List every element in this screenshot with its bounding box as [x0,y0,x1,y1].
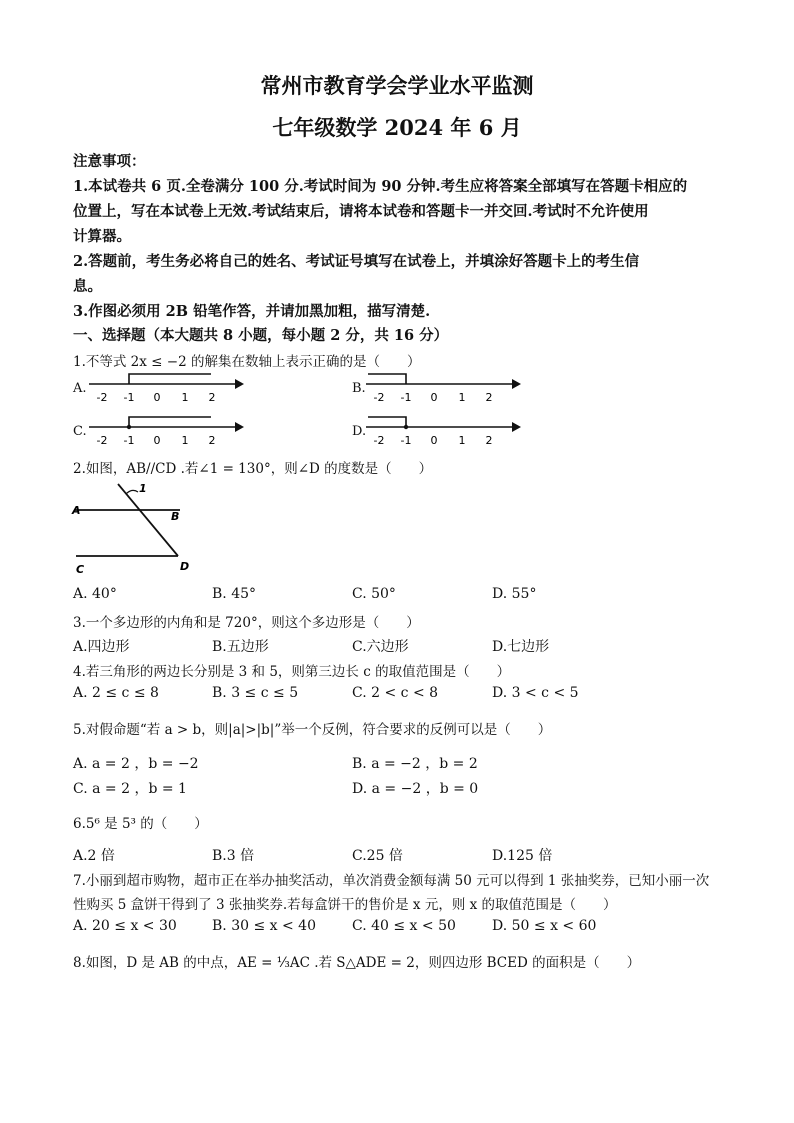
tick-label: 2 [485,434,493,447]
q1-option-a-label: A. [73,381,87,396]
q2-option-c: C. 50° [352,586,396,602]
tick-label: 1 [181,434,189,447]
q1-option-c-number-line [85,413,245,449]
q5-stem: 5.对假命题“若 a > b，则|a|>|b|”举一个反例，符合要求的反例可以是（ ） [73,722,552,738]
tick-label: -2 [96,434,108,447]
q4-option-a: A. 2 ≤ c ≤ 8 [73,685,159,701]
tick-label: 2 [485,391,493,404]
tick-label: 2 [208,391,216,404]
q5-option-b: B. a = −2 ，b = 2 [352,756,478,772]
tick-label: -2 [373,391,385,404]
tick-label: -1 [123,391,135,404]
tick-label: 0 [153,391,161,404]
q8-stem: 8.如图，D 是 AB 的中点，AE = ⅓AC .若 S△ADE = 2，则四边形 BCED 的面积是（ ） [73,955,641,971]
q7-stem-line-2: 性购买 5 盒饼干得到了 3 张抽奖券.若每盒饼干的售价是 x 元，则 x 的取值范围是（ ） [73,897,617,913]
q1-option-d-label: D. [352,424,367,439]
q1-option-a-number-line [85,370,245,406]
tick-label: 0 [430,434,438,447]
q3-stem: 3.一个多边形的内角和是 720°，则这个多边形是（ ） [73,615,420,631]
q7-stem-line-1: 7.小丽到超市购物，超市正在举办抽奖活动，单次消费金额每满 50 元可以得到 1 张抽奖券，已知小丽一次 [73,873,710,889]
point-c-label: C [76,563,85,576]
q1-stem: 1.不等式 2x ≤ −2 的解集在数轴上表示正确的是（ ） [73,354,421,370]
tick-label: -2 [373,434,385,447]
tick-label: 1 [458,391,466,404]
angle-1-label: 1 [139,482,147,495]
q5-option-a: A. a = 2 ，b = −2 [73,756,199,772]
q3-option-a: A.四边形 [73,639,130,655]
tick-label: 2 [208,434,216,447]
q7-option-a: A. 20 ≤ x < 30 [73,918,177,934]
notes-heading: 注意事项： [73,153,146,170]
tick-label: 0 [153,434,161,447]
q7-option-c: C. 40 ≤ x < 50 [352,918,456,934]
q6-option-c: C.25 倍 [352,848,403,864]
point-d-label: D [180,560,190,573]
q1-option-d-number-line [362,413,522,449]
tick-label: -2 [96,391,108,404]
q2-option-b: B. 45° [212,586,257,602]
q4-stem: 4.若三角形的两边长分别是 3 和 5，则第三边长 c 的取值范围是（ ） [73,664,511,680]
q7-option-d: D. 50 ≤ x < 60 [492,918,597,934]
point-a-label: A [72,504,81,517]
q2-option-a: A. 40° [73,586,117,602]
q1-option-b-number-line [362,370,522,406]
exam-subtitle: 七年级数学 2024 年 6 月 [272,115,522,140]
q1-option-c-label: C. [73,424,87,439]
q3-option-d: D.七边形 [492,639,550,655]
q3-option-c: C.六边形 [352,639,409,655]
q4-option-b: B. 3 ≤ c ≤ 5 [212,685,299,701]
note-2-line-2: 息。 [73,278,102,295]
tick-label: 0 [430,391,438,404]
section-1-heading: 一、选择题（本大题共 8 小题，每小题 2 分，共 16 分） [73,327,449,344]
q2-option-d: D. 55° [492,586,537,602]
q5-option-d: D. a = −2 ，b = 0 [352,781,479,797]
q6-option-b: B.3 倍 [212,848,255,864]
tick-label: -1 [400,434,412,447]
note-3: 3.作图必须用 2B 铅笔作答，并请加黑加粗，描写清楚. [73,303,431,320]
q1-option-b-label: B. [352,381,366,396]
tick-label: 1 [458,434,466,447]
note-2-line-1: 2.答题前，考生务必将自己的姓名、考试证号填写在试卷上，并填涂好答题卡上的考生信 [73,253,640,270]
tick-label: -1 [400,391,412,404]
q7-option-b: B. 30 ≤ x < 40 [212,918,316,934]
note-1-line-2: 位置上，写在本试卷上无效.考试结束后，请将本试卷和答题卡一并交回.考试时不允许使用 [73,203,649,220]
tick-label: 1 [181,391,189,404]
point-b-label: B [171,510,180,523]
q3-option-b: B.五边形 [212,639,269,655]
q2-figure-parallel-lines [68,478,198,578]
tick-label: -1 [123,434,135,447]
q2-stem: 2.如图，AB//CD .若∠1 = 130°，则∠D 的度数是（ ） [73,461,433,477]
q4-option-d: D. 3 < c < 5 [492,685,579,701]
exam-title: 常州市教育学会学业水平监测 [260,73,534,98]
q4-option-c: C. 2 < c < 8 [352,685,439,701]
note-1-line-3: 计算器。 [73,228,131,245]
note-1-line-1: 1.本试卷共 6 页.全卷满分 100 分.考试时间为 90 分钟.考生应将答案全部填写在答题卡相应的 [73,178,688,195]
q6-option-d: D.125 倍 [492,848,553,864]
q6-option-a: A.2 倍 [73,848,115,864]
q5-option-c: C. a = 2 ，b = 1 [73,781,187,797]
q6-stem: 6.5⁶ 是 5³ 的（ ） [73,816,208,832]
